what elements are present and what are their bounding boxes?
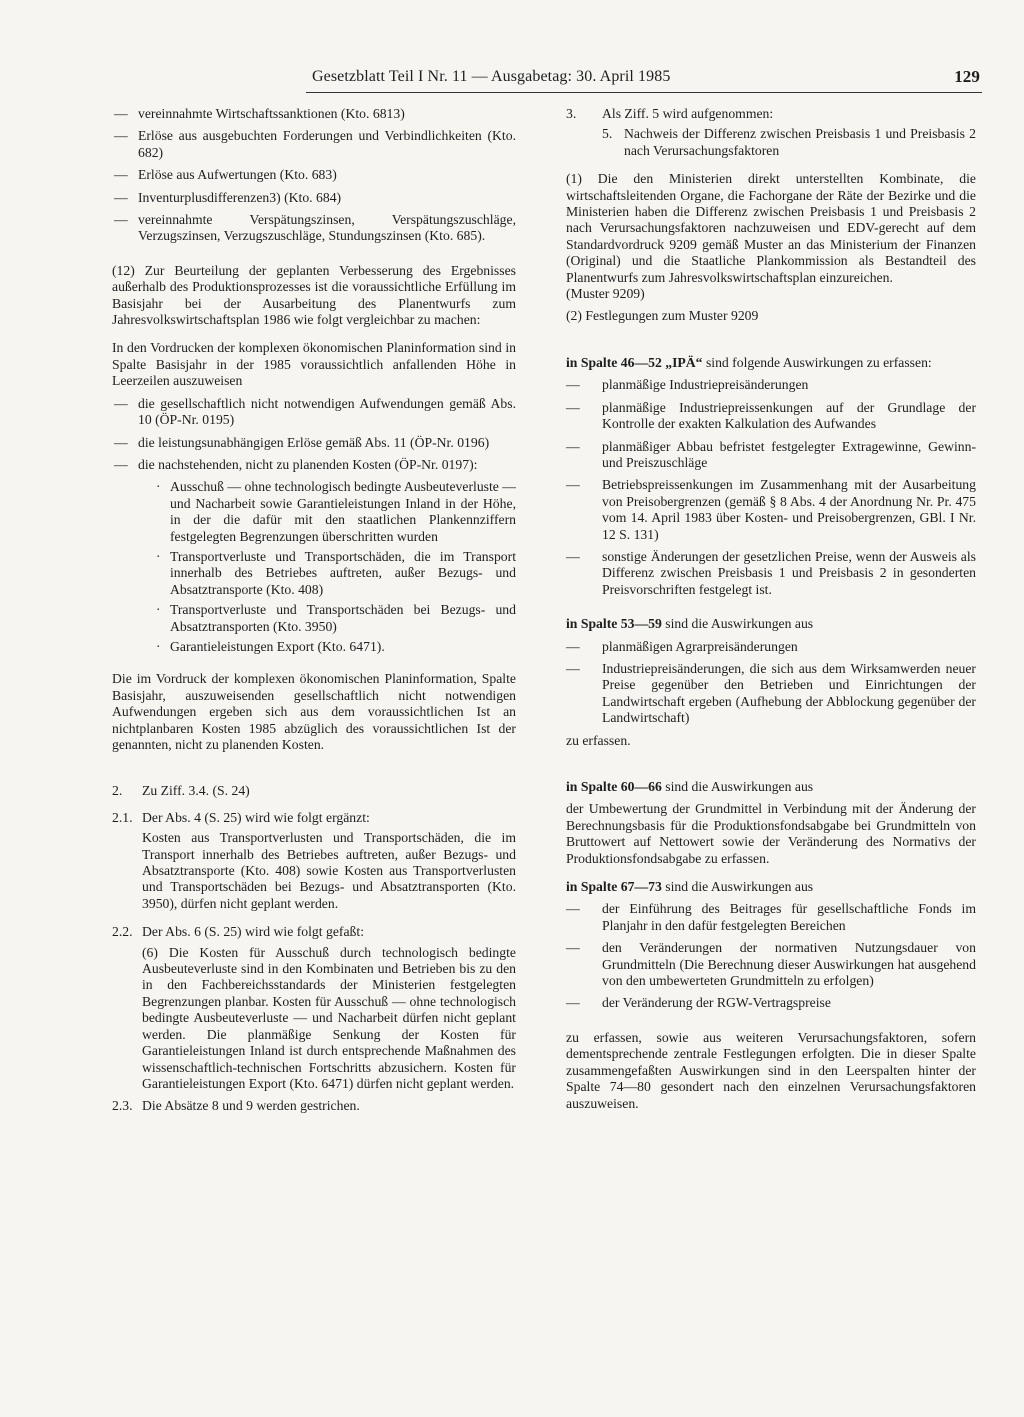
list-item: — die gesellschaftlich nicht notwendigen Aufwendungen gemäß Abs. 10 (ÖP-Nr. 0195): [114, 395, 516, 428]
spalte-53-end: zu erfassen.: [566, 732, 631, 748]
sub-list-item: · Transportverluste und Transportschäden, die im Transport innerhalb des Betriebes auftreten, außer Bezugs- und Absatztransporte (Kto. 408): [156, 548, 516, 597]
list-item: — planmäßiger Abbau befristet festgelegter Extragewinne, Gewinn- und Preiszuschläge: [566, 438, 976, 470]
section-2-2: 2.2. Der Abs. 6 (S. 25) wird wie folgt gefaßt:: [112, 924, 365, 940]
page-header: [300, 66, 980, 90]
list-item: — planmäßige Industriepreisänderungen: [566, 377, 809, 393]
list-item: — vereinnahmte Verspätungszinsen, Verspätungszuschläge, Verzugszinsen, Verzugszuschläge, Stundungszinsen (Kto. 685).: [114, 212, 516, 244]
right-column: [566, 106, 976, 1112]
section-2-2-body: (6) Die Kosten für Ausschuß durch technologisch bedingte Ausbeuteverluste sind in den Kombinaten und Betrieben bis zu den in den Fachbereichsstandards der Ministerien festgelegten Begrenzungen planbar. Kosten für Ausschuß — ohne technologisch bedingte Ausbeuteverluste — und Nacharbeit dürfen nicht geplant werden. Die planmäßige Senkung der Kosten für Garantieleistungen Inland ist durch entsprechende Maßnahmen des wissenschaftlich-technischen Fortschritts abzusichern. Kosten für Garantieleistungen Export (Kto. 6471) dürfen nicht geplant werden.: [142, 944, 516, 1091]
section-5: 5. Nachweis der Differenz zwischen Preisbasis 1 und Preisbasis 2 nach Verursachungsfaktoren: [602, 126, 976, 158]
header-text: Gesetzblatt Teil I Nr. 11 — Ausgabetag: 30. April 1985: [312, 68, 671, 85]
spalte-46-heading: in Spalte 46—52 „IPÄ“ sind folgende Auswirkungen zu erfassen:: [566, 354, 932, 370]
sub-list-item: · Garantieleistungen Export (Kto. 6471).: [156, 638, 385, 654]
list-item: — vereinnahmte Wirtschaftssanktionen (Kto. 6813): [114, 106, 405, 121]
paragraph-12: (12) Zur Beurteilung der geplanten Verbesserung des Ergebnisses außerhalb des Produktionsprozesses ist die voraussichtliche Erfüllung im Basisjahr bei der Ausarbeitung des Planentwurfs zum Jahresvolkswirtschaftsplan 1986 wie folgt vergleichbar zu machen:: [112, 262, 516, 328]
header-rule: [306, 92, 982, 93]
section-2-1: 2.1. Der Abs. 4 (S. 25) wird wie folgt ergänzt:: [112, 809, 370, 825]
spalte-60-body: der Umbewertung der Grundmittel in Verbindung mit der Änderung der Berechnungsbasis für die Produktionsfondsabgabe bei Grundmitteln von Bruttowert auf Nettowert sowie der Veränderung des Normativs der Produktionsfondsabgabe zu erfassen.: [566, 801, 976, 866]
list-item: — der Einführung des Beitrages für gesellschaftliche Fonds im Planjahr in den dafür festgelegten Bereichen: [566, 901, 976, 933]
list-item: — Erlöse aus ausgebuchten Forderungen und Verbindlichkeiten (Kto. 682): [114, 128, 516, 160]
list-item: — die leistungsunabhängigen Erlöse gemäß Abs. 11 (ÖP-Nr. 0196): [114, 434, 490, 450]
section-2-1-body: Kosten aus Transportverlusten und Transportschäden, die im Transport innerhalb des Betriebes auftreten, außer Bezugs- und Absatztransporte (Kto. 408) sowie Kosten aus Transportverlusten und Transportschäden bei Bezugs- und Absatztransporten (Kto. 3950), dürfen nicht geplant werden.: [142, 830, 516, 911]
list-item: — sonstige Änderungen der gesetzlichen Preise, wenn der Ausweis als Differenz zwischen Preisbasis 1 und Preisbasis 2 in gesonderten Preisvorschriften festgelegt ist.: [566, 548, 976, 597]
list-item: — Erlöse aus Aufwertungen (Kto. 683): [114, 167, 337, 183]
sub-list-item: · Transportverluste und Transportschäden bei Bezugs- und Absatztransporten (Kto. 3950): [156, 602, 516, 634]
spalte-53-heading: in Spalte 53—59 sind die Auswirkungen aus: [566, 616, 814, 632]
list-item: — der Veränderung der RGW-Vertragspreise: [566, 995, 831, 1011]
list-item: — den Veränderungen der normativen Nutzungsdauer von Grundmitteln (Die Berechnung dieser Auswirkungen hat ausgehend von den umbewerteten Grundmitteln zu erfolgen): [566, 940, 976, 989]
section-2: 2. Zu Ziff. 3.4. (S. 24): [112, 783, 250, 799]
sub-list-item: · Ausschuß — ohne technologisch bedingte Ausbeuteverluste — und Nacharbeit sowie Garantieleistungen Inland in der Höhe, in der die dafür mit den staatlichen Plankennziffern festgelegten Begrenzungen überschritten wurden: [156, 479, 516, 544]
paragraph-1: (1) Die den Ministerien direkt unterstellten Kombinate, die wirtschaftsleitenden Organe, die Fachorgane der Räte der Bezirke und die Ministerien haben die Differenz zwischen Preisbasis 1 und Preisbasis 2 nach Verursachungsfaktoren nachzuweisen und EDV-gerecht auf dem Standardvordruck 9209 gemäß Muster an das Ministerium der Finanzen (Original) und die Staatliche Plankommission als Bestandteil des Planentwurfs zum Jahresvolkswirtschaftsplan einzureichen.: [566, 171, 976, 285]
page-number: 129: [954, 67, 980, 86]
list-item: — die nachstehenden, nicht zu planenden Kosten (ÖP-Nr. 0197):: [114, 456, 478, 472]
list-item: — Betriebspreissenkungen im Zusammenhang mit der Ausarbeitung von Preisobergrenzen (gemäß § 8 Abs. 4 der Anordnung Nr. Pr. 475 vom 14. April 1983 über Kosten- und Preisobergrenzen, GBl. I Nr. 12 S. 131): [566, 477, 976, 542]
paragraph-die: Die im Vordruck der komplexen ökonomischen Planinformation, Spalte Basisjahr, auszuweisenden gesellschaftlich nicht notwendigen Aufwendungen ergeben sich aus dem voraussichtlichen Ist an nichtplanbaren Kosten 1985 abzüglich des voraussichtlichen Ist der genannten, nicht zu planenden Kosten.: [112, 671, 516, 752]
paragraph-2: (2) Festlegungen zum Muster 9209: [566, 308, 759, 324]
muster-ref: (Muster 9209): [566, 286, 645, 302]
spalte-67-end: zu erfassen, sowie aus weiteren Verursachungsfaktoren, sofern dementsprechende zentrale Festlegungen erfolgten. Die in dieser Spalte zusammengefaßten Auswirkungen sind in den Leerspalten hinter der Spalte 74—80 gesondert nach den einzelnen Verursachungsfaktoren auszuweisen.: [566, 1029, 976, 1111]
paragraph-vordrucke: In den Vordrucken der komplexen ökonomischen Planinformation sind in Spalte Basisjahr in der 1985 voraussichtlich anfallenden Höhe in Leerzeilen auszuweisen: [112, 340, 516, 389]
spalte-60-heading: in Spalte 60—66 sind die Auswirkungen aus: [566, 779, 814, 794]
list-item: — Industriepreisänderungen, die sich aus dem Wirksamwerden neuer Preise gegenüber den Betrieben und Einrichtungen der Landwirtschaft ergeben (Aufhebung der Abblockung gegenüber der Landwirtschaft): [566, 660, 976, 726]
list-item: — planmäßige Industriepreissenkungen auf der Grundlage der Kontrolle der exakten Kalkulation des Aufwandes: [566, 399, 976, 432]
section-3: 3. Als Ziff. 5 wird aufgenommen:: [566, 106, 774, 121]
spalte-67-heading: in Spalte 67—73 sind die Auswirkungen aus: [566, 879, 814, 895]
section-2-3: 2.3. Die Absätze 8 und 9 werden gestrichen.: [112, 1098, 360, 1114]
list-item: — Inventurplusdifferenzen3) (Kto. 684): [114, 189, 342, 205]
left-column: [112, 106, 516, 1119]
list-item: — planmäßigen Agrarpreisänderungen: [566, 638, 798, 654]
